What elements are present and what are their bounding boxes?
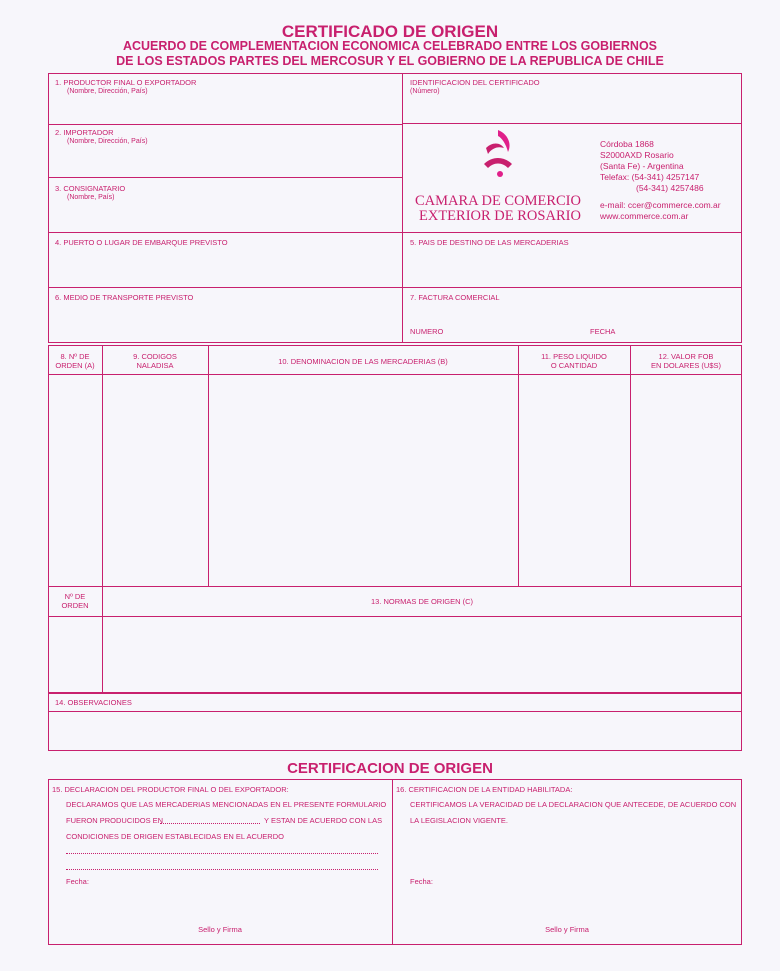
chamber-email: e-mail: ccer@commerce.com.ar: [600, 200, 721, 210]
destination-input[interactable]: [405, 250, 740, 285]
chamber-address-1: Córdoba 1868: [600, 139, 654, 149]
certification-16-line1: CERTIFICAMOS LA VERACIDAD DE LA DECLARACION QUE ANTECEDE, DE ACUERDO CON: [410, 800, 737, 809]
col-9-header-l1: 9. CODIGOS: [133, 352, 177, 361]
field-2-label: 2. IMPORTADOR: [55, 128, 114, 137]
field-3-label: 3. CONSIGNATARIO: [55, 184, 126, 193]
certification-16-date-label: Fecha:: [410, 877, 433, 886]
declaration-15-date-label: Fecha:: [66, 877, 89, 886]
chamber-address-3: (Santa Fe) - Argentina: [600, 161, 684, 171]
field-5-label: 5. PAIS DE DESTINO DE LAS MERCADERIAS: [410, 238, 569, 247]
certification-16-date-input[interactable]: [444, 874, 724, 888]
page-subtitle-line2: DE LOS ESTADOS PARTES DEL MERCOSUR Y EL GOBIERNO DE LA REPUBLICA DE CHILE: [116, 54, 664, 68]
transport-input[interactable]: [50, 305, 400, 341]
chamber-address-2: S2000AXD Rosario: [600, 150, 674, 160]
field-1-label: 1. PRODUCTOR FINAL O EXPORTADOR: [55, 78, 197, 87]
fob-value-cell[interactable]: [632, 376, 740, 584]
field-2-sub: (Nombre, Dirección, País): [67, 138, 148, 145]
page-subtitle-line1: ACUERDO DE COMPLEMENTACION ECONOMICA CELEBRADO ENTRE LOS GOBIERNOS: [122, 39, 658, 53]
declaration-15-line2a: FUERON PRODUCIDOS EN: [66, 816, 164, 825]
declaration-15-title: 15. DECLARACION DEL PRODUCTOR FINAL O DEL EXPORTADOR:: [52, 785, 289, 794]
goods-description-cell[interactable]: [210, 376, 516, 584]
col-10-header: 10. DENOMINACION DE LAS MERCADERIAS (B): [278, 357, 448, 366]
page-title: CERTIFICADO DE ORIGEN: [281, 22, 499, 41]
field-6-label: 6. MEDIO DE TRANSPORTE PREVISTO: [55, 293, 194, 302]
order-number-cell[interactable]: [50, 376, 100, 584]
chamber-contact: [600, 139, 721, 222]
normas-order-l2: ORDEN: [61, 601, 89, 610]
normas-header: 13. NORMAS DE ORIGEN (C): [370, 597, 474, 606]
col-11-header-l2: O CANTIDAD: [550, 361, 598, 370]
field-7-label: 7. FACTURA COMERCIAL: [410, 293, 500, 302]
declaration-15-line3: CONDICIONES DE ORIGEN ESTABLECIDAS EN EL ACUERDO: [66, 832, 284, 841]
chamber-name-line2: EXTERIOR DE ROSARIO: [419, 208, 581, 224]
importer-input[interactable]: [50, 148, 400, 175]
declaration-15-date-input[interactable]: [100, 874, 370, 888]
invoice-date-label: FECHA: [590, 327, 616, 336]
certification-title: CERTIFICACION DE ORIGEN: [287, 760, 493, 777]
declaration-15-signature: Sello y Firma: [198, 925, 242, 934]
certification-16-title: 16. CERTIFICACION DE LA ENTIDAD HABILITADA:: [396, 785, 573, 794]
port-input[interactable]: [50, 250, 400, 285]
declaration-15-line2b: Y ESTAN DE ACUERDO CON LAS: [264, 816, 383, 825]
col-12-header: [630, 352, 742, 370]
chamber-name-line1: CAMARA DE COMERCIO: [415, 193, 581, 209]
col-11-header: [518, 352, 630, 370]
normas-order-header: [48, 592, 102, 610]
col-9-header: [102, 352, 208, 370]
field-1-sub: (Nombre, Dirección, País): [67, 88, 148, 95]
certification-16-line2: LA LEGISLACION VIGENTE.: [410, 816, 508, 825]
consignee-input[interactable]: [50, 204, 400, 230]
exporter-input[interactable]: [50, 98, 400, 122]
observations-label: 14. OBSERVACIONES: [55, 698, 132, 707]
col-8-header-l2: ORDEN (A): [55, 361, 95, 370]
field-3-sub: (Nombre, País): [67, 194, 115, 201]
declaration-15-line1: DECLARAMOS QUE LAS MERCADERIAS MENCIONADAS EN EL PRESENTE FORMULARIO: [66, 800, 387, 809]
certificate-id-sub: (Número): [410, 88, 440, 95]
field-4-label: 4. PUERTO O LUGAR DE EMBARQUE PREVISTO: [55, 238, 228, 247]
col-12-header-l2: EN DOLARES (U$S): [650, 361, 722, 370]
col-8-header: [48, 352, 102, 370]
naladisa-code-cell[interactable]: [104, 376, 206, 584]
chamber-telefax-2: (54-341) 4257486: [636, 183, 704, 193]
normas-order-l1: Nº DE: [64, 592, 86, 601]
chamber-web: www.commerce.com.ar: [600, 211, 689, 221]
certificate-id-input[interactable]: [405, 98, 740, 121]
chamber-telefax: Telefax: (54-341) 4257147: [600, 172, 700, 182]
certificate-id-label: IDENTIFICACION DEL CERTIFICADO: [410, 78, 540, 87]
net-weight-cell[interactable]: [520, 376, 628, 584]
col-11-header-l1: 11. PESO LIQUIDO: [541, 352, 607, 361]
observations-input[interactable]: [50, 713, 740, 749]
col-8-header-l1: 8. Nº DE: [60, 352, 90, 361]
certification-16-signature: Sello y Firma: [545, 925, 589, 934]
origin-rules-cell[interactable]: [104, 618, 740, 691]
chamber-logo-icon: [478, 128, 524, 180]
col-12-header-l1: 12. VALOR FOB: [658, 352, 714, 361]
col-9-header-l2: NALADISA: [136, 361, 174, 370]
invoice-number-label: NUMERO: [410, 327, 444, 336]
